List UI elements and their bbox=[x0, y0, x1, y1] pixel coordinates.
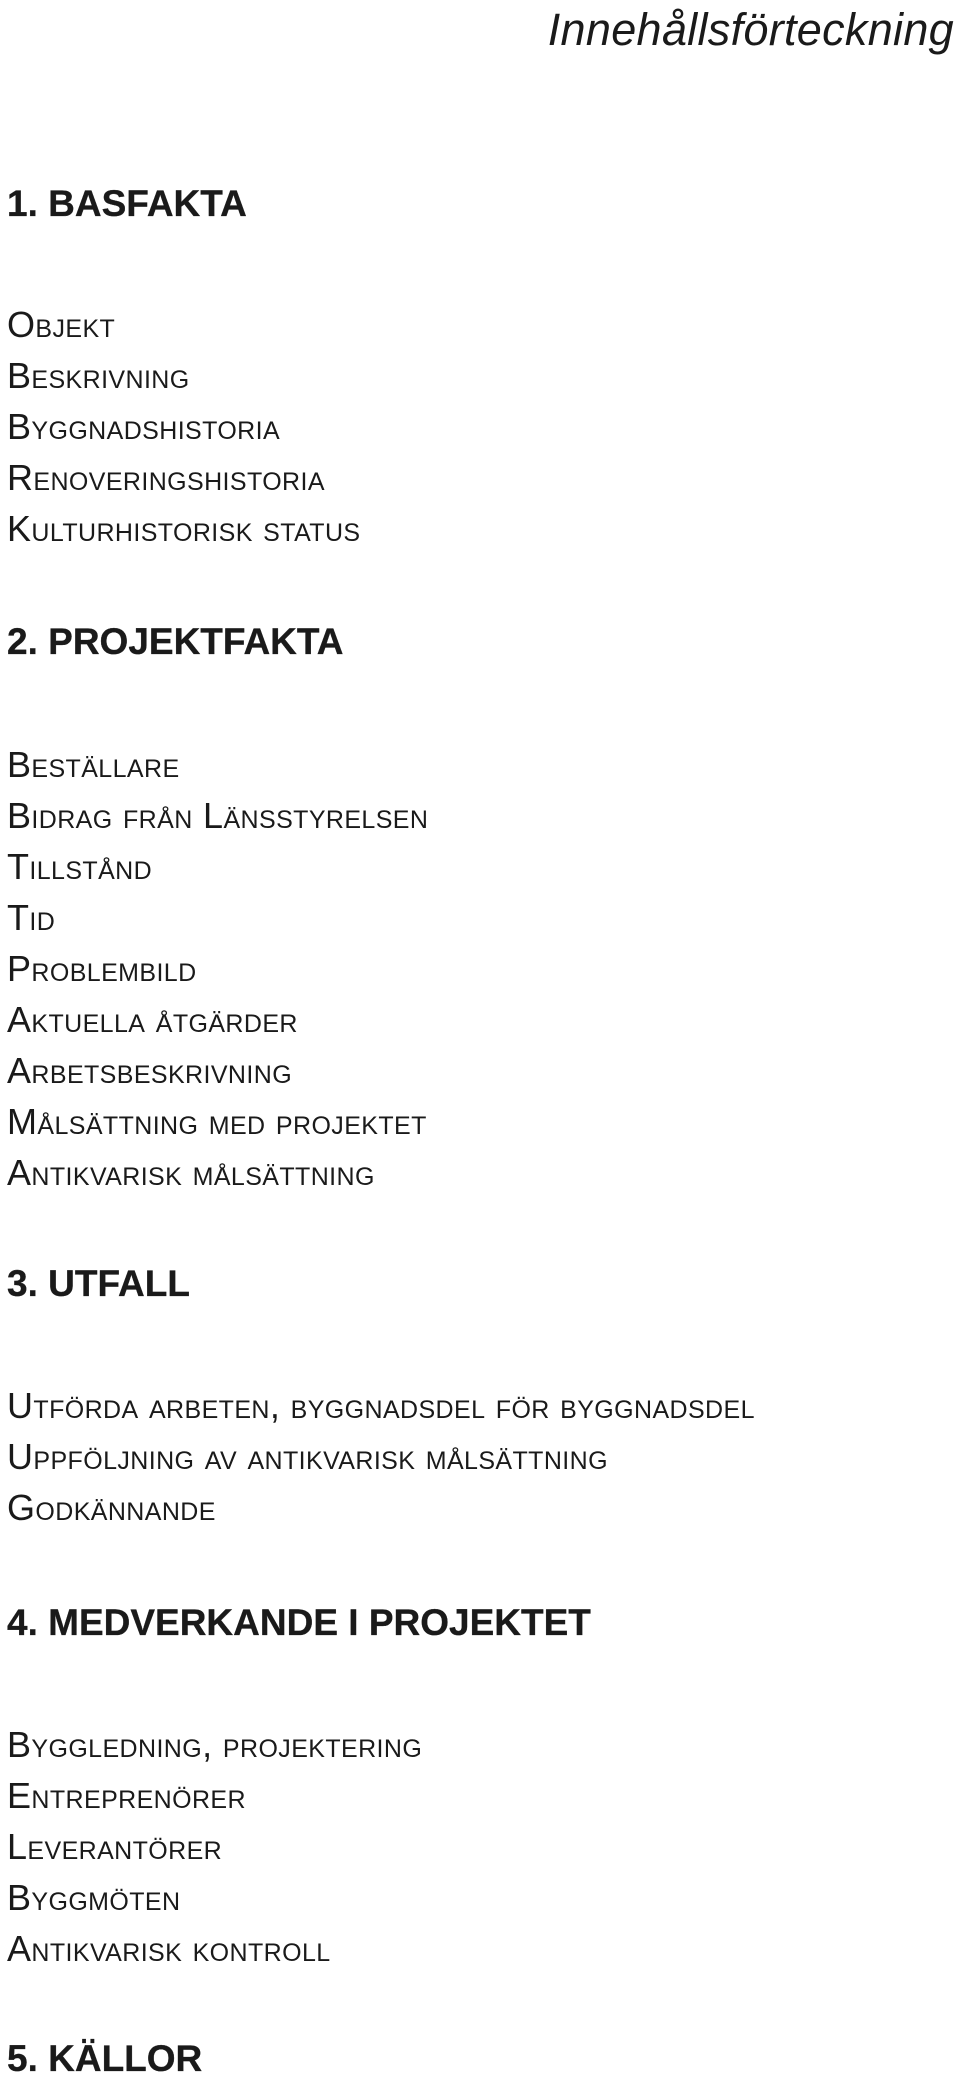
toc-item-bestallare: Beställare bbox=[7, 744, 180, 785]
toc-item-leverantorer: Leverantörer bbox=[7, 1826, 223, 1867]
page-title: Innehållsförteckning bbox=[547, 4, 954, 55]
toc-item-kulturhistorisk-status: Kulturhistorisk status bbox=[7, 508, 361, 549]
section-items-utfall bbox=[7, 1380, 755, 1533]
section-items-medverkande bbox=[7, 1719, 422, 1974]
toc-item-byggmoten: Byggmöten bbox=[7, 1877, 181, 1918]
toc-item-antikvarisk-kontroll: Antikvarisk kontroll bbox=[7, 1928, 331, 1969]
toc-item-uppfoljning: Uppföljning av antikvarisk målsättning bbox=[7, 1436, 608, 1477]
toc-item-godkannande: Godkännande bbox=[7, 1487, 216, 1528]
toc-item-tillstand: Tillstånd bbox=[7, 846, 153, 887]
toc-item-antikvarisk-malsattning: Antikvarisk målsättning bbox=[7, 1152, 375, 1193]
toc-item-objekt: Objekt bbox=[7, 304, 116, 345]
section-heading-kallor: 5. KÄLLOR bbox=[7, 2038, 203, 2079]
section-items-projektfakta bbox=[7, 739, 428, 1198]
toc-item-aktuella-atgarder: Aktuella åtgärder bbox=[7, 999, 298, 1040]
toc-item-beskrivning: Beskrivning bbox=[7, 355, 190, 396]
toc-item-renoveringshistoria: Renoveringshistoria bbox=[7, 457, 325, 498]
toc-item-malsattning-projektet: Målsättning med projektet bbox=[7, 1101, 427, 1142]
toc-item-bidrag: Bidrag från Länsstyrelsen bbox=[7, 795, 429, 836]
section-heading-utfall: 3. UTFALL bbox=[7, 1263, 190, 1304]
toc-item-byggledning: Byggledning, projektering bbox=[7, 1724, 423, 1765]
section-heading-medverkande: 4. MEDVERKANDE I PROJEKTET bbox=[7, 1602, 591, 1643]
toc-item-problembild: Problembild bbox=[7, 948, 197, 989]
toc-item-arbetsbeskrivning: Arbetsbeskrivning bbox=[7, 1050, 293, 1091]
toc-item-utforda-arbeten: Utförda arbeten, byggnadsdel för byggnadsdel bbox=[7, 1385, 755, 1426]
toc-item-tid: Tid bbox=[7, 897, 56, 938]
toc-item-entreprenorer: Entreprenörer bbox=[7, 1775, 246, 1816]
section-heading-basfakta: 1. BASFAKTA bbox=[7, 183, 247, 224]
section-items-basfakta bbox=[7, 299, 361, 554]
toc-item-byggnadshistoria: Byggnadshistoria bbox=[7, 406, 281, 447]
section-heading-projektfakta: 2. PROJEKTFAKTA bbox=[7, 621, 344, 662]
